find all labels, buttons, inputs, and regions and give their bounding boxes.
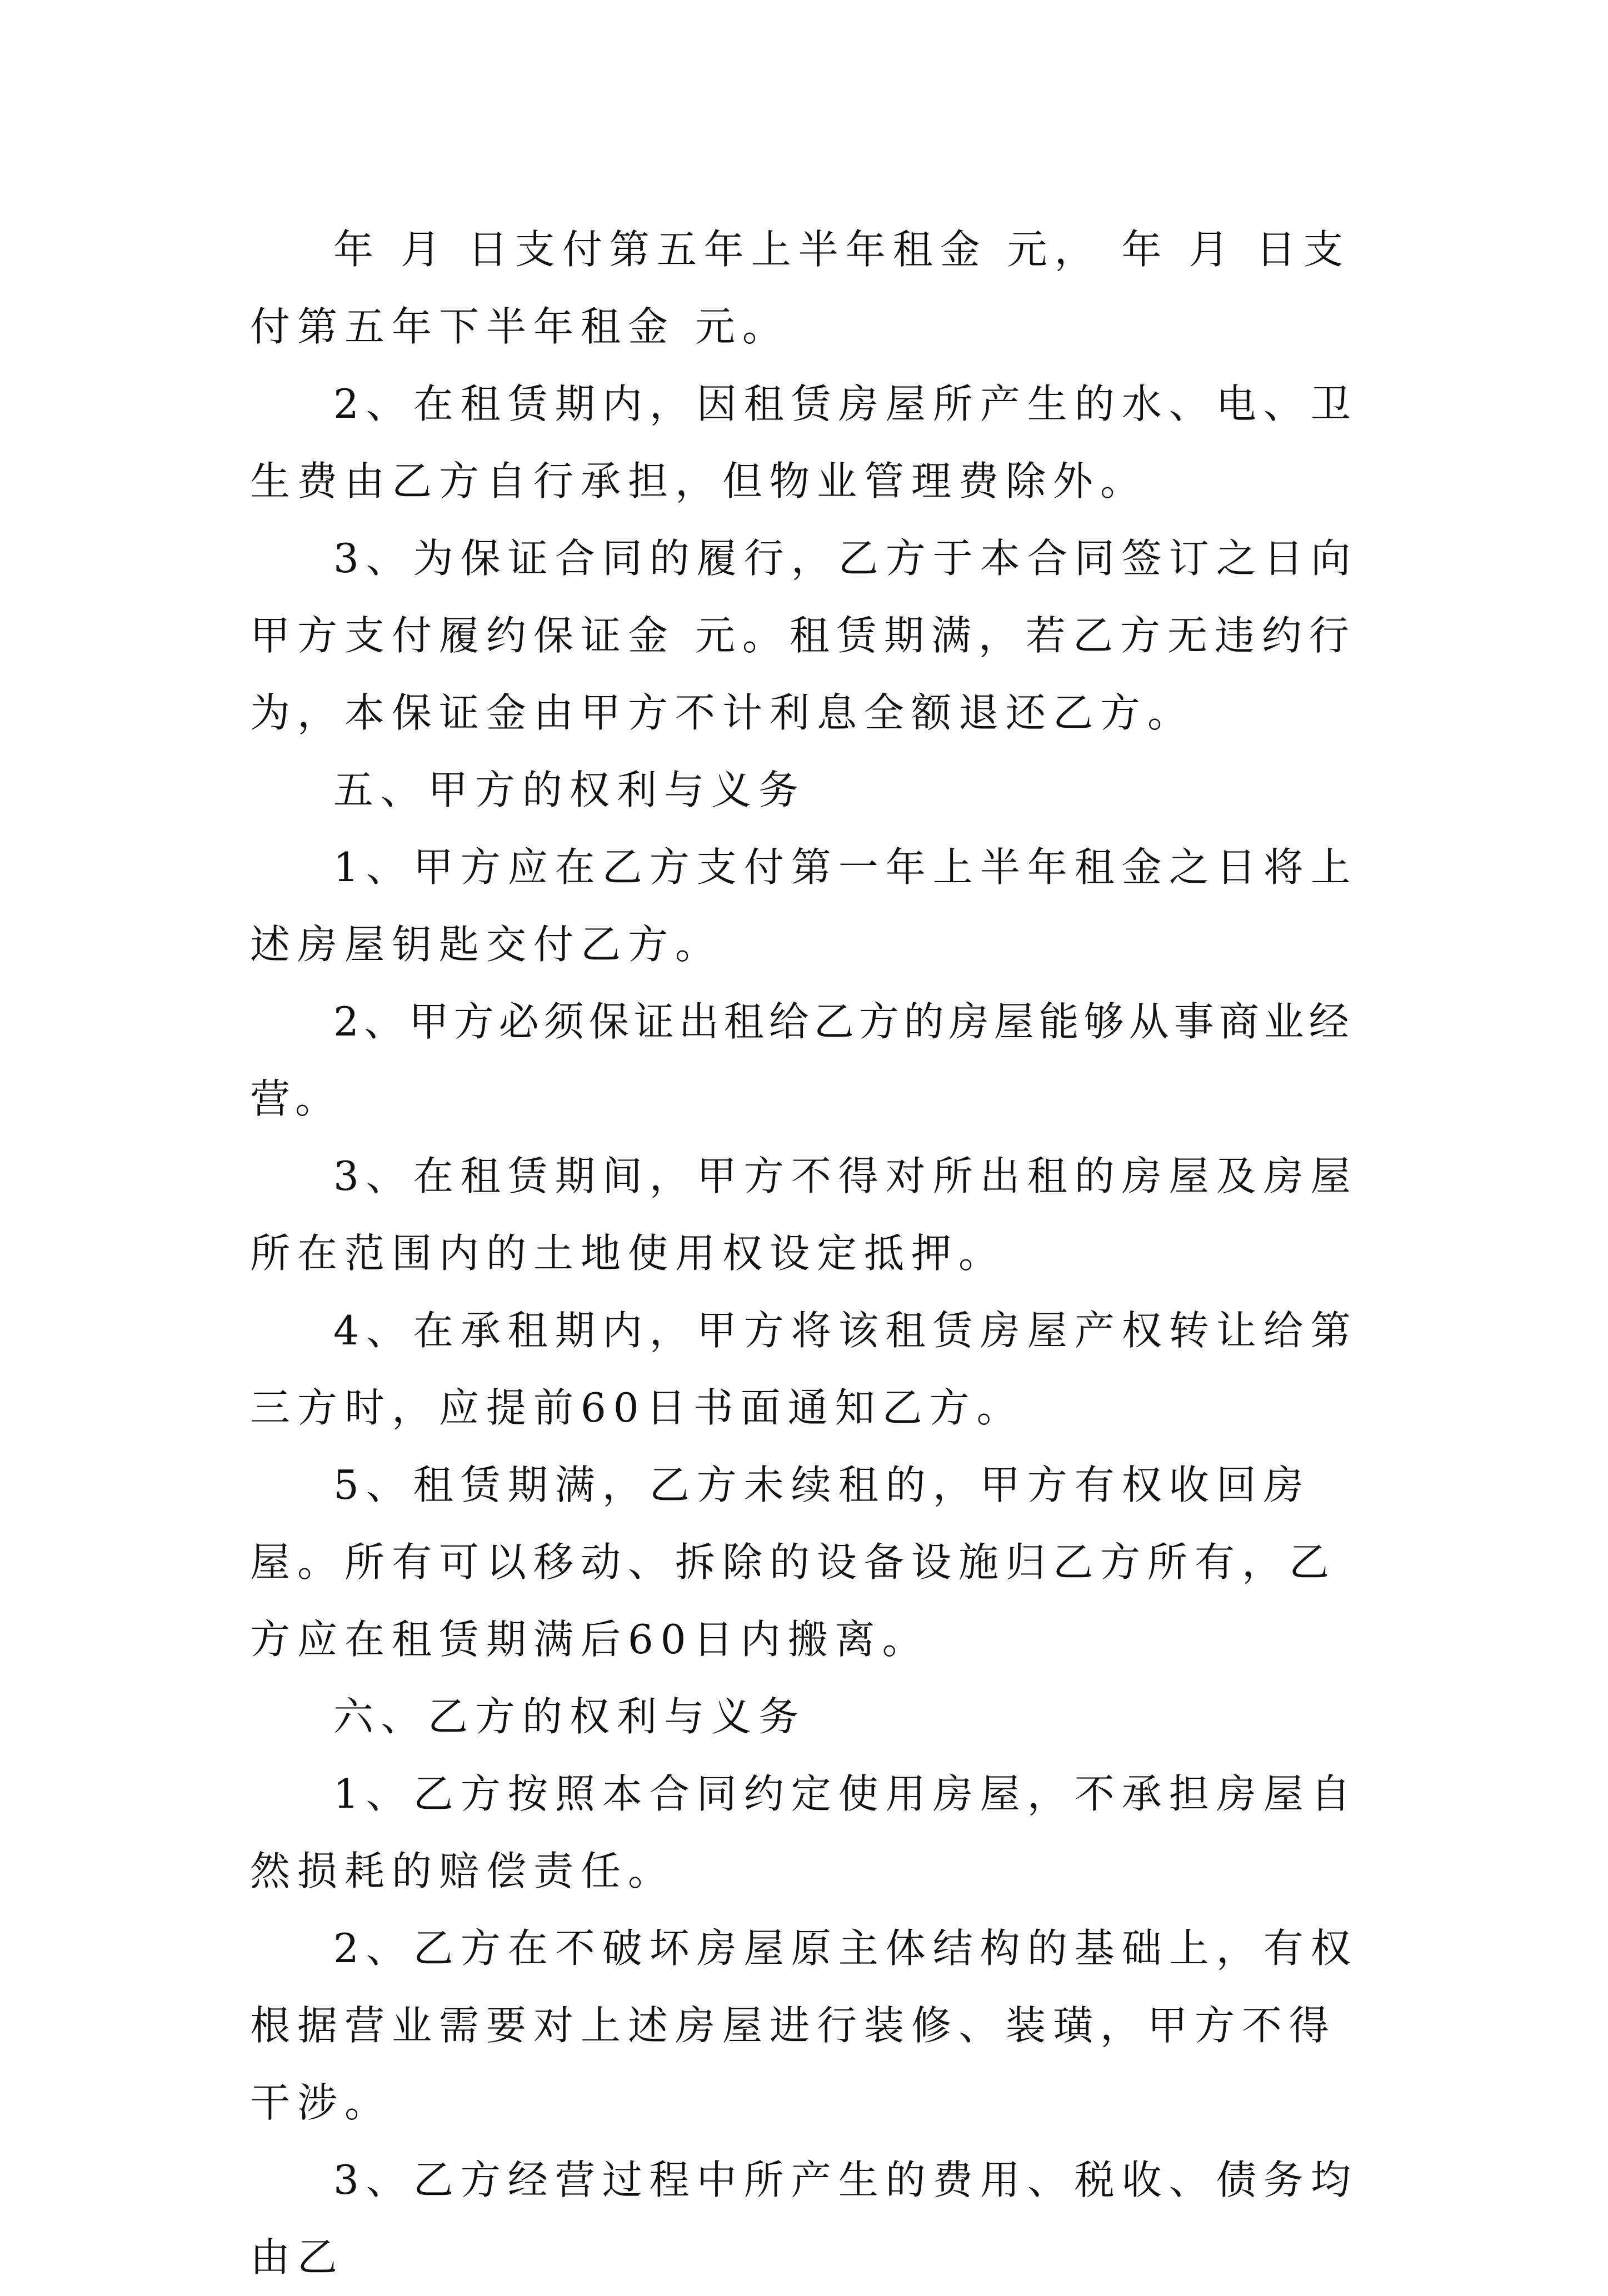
section-heading-party-b: 六、乙方的权利与义务 [333,1693,806,1740]
paragraph-party-a-4: 4、在承租期内，甲方将该租赁房屋产权转让给第三方时，应提前60日书面通知乙方。 [250,1307,1358,1431]
document-body [250,211,1361,2296]
paragraph-party-a-2: 2、甲方必须保证出租给乙方的房屋能够从事商业经营。 [250,998,1354,1122]
paragraph-party-b-2: 2、乙方在不破坏房屋原主体结构的基础上，有权根据营业需要对上述房屋进行装修、装璜，甲方不得干涉。 [250,1925,1358,2126]
paragraph-party-b-3: 3、乙方经营过程中所产生的费用、税收、债务均由乙 [250,2157,1358,2280]
paragraph-party-a-1: 1、甲方应在乙方支付第一年上半年租金之日将上述房屋钥匙交付乙方。 [250,844,1358,968]
paragraph-party-b-1: 1、乙方按照本合同约定使用房屋，不承担房屋自然损耗的赔偿责任。 [250,1770,1358,1894]
paragraph-rent-payment-year5: 年 月 日支付第五年上半年租金 元， 年 月 日支付第五年下半年租金 元。 [250,226,1351,350]
paragraph-deposit: 3、为保证合同的履行，乙方于本合同签订之日向甲方支付履约保证金 元。租赁期满，若乙方无违约行为，本保证金由甲方不计利息全额退还乙方。 [250,535,1358,736]
paragraph-utilities: 2、在租赁期内，因租赁房屋所产生的水、电、卫生费由乙方自行承担，但物业管理费除外。 [250,381,1358,504]
paragraph-party-a-3: 3、在租赁期间，甲方不得对所出租的房屋及房屋所在范围内的土地使用权设定抵押。 [250,1153,1358,1277]
paragraph-party-a-5: 5、租赁期满，乙方未续租的，甲方有权收回房屋。所有可以移动、拆除的设备设施归乙方所有，乙方应在租赁期满后60日内搬离。 [250,1462,1337,1663]
section-heading-party-a: 五、甲方的权利与义务 [333,767,806,813]
